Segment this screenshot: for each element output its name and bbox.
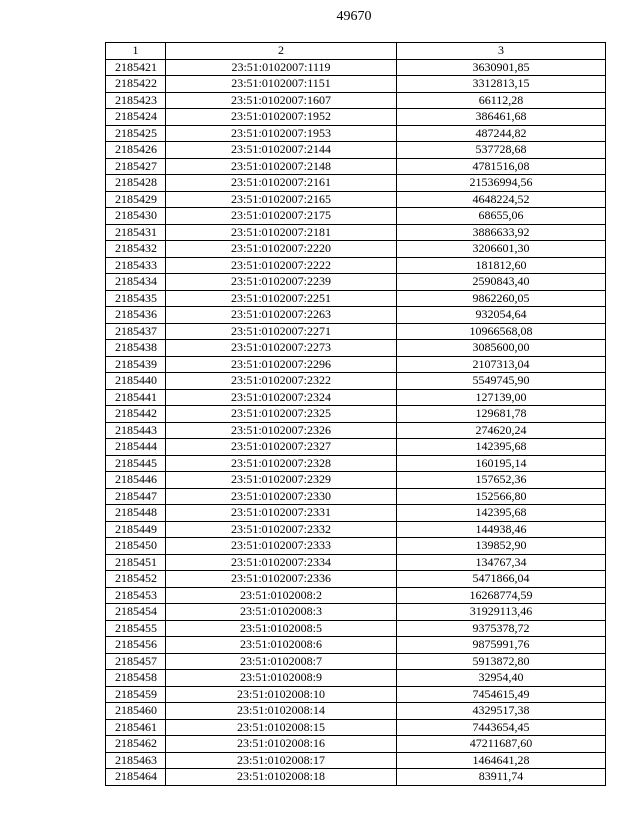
row-number-cell: 2185421: [106, 59, 166, 76]
table-row: [106, 158, 606, 175]
row-number-cell: 2185441: [106, 389, 166, 406]
value-cell: 3312813,15: [397, 76, 606, 93]
row-number-cell: 2185431: [106, 224, 166, 241]
row-number-cell: 2185451: [106, 554, 166, 571]
value-cell: 144938,46: [397, 521, 606, 538]
row-number-cell: 2185456: [106, 637, 166, 654]
value-cell: 7443654,45: [397, 719, 606, 736]
value-cell: 21536994,56: [397, 175, 606, 192]
cadastral-number-cell: 23:51:0102007:2144: [166, 142, 397, 159]
cadastral-number-cell: 23:51:0102007:2296: [166, 356, 397, 373]
cadastral-number-cell: 23:51:0102008:3: [166, 604, 397, 621]
value-cell: 32954,40: [397, 670, 606, 687]
row-number-cell: 2185446: [106, 472, 166, 489]
value-cell: 932054,64: [397, 307, 606, 324]
row-number-cell: 2185433: [106, 257, 166, 274]
cadastral-number-cell: 23:51:0102008:14: [166, 703, 397, 720]
cadastral-number-cell: 23:51:0102007:1953: [166, 125, 397, 142]
value-cell: 142395,68: [397, 505, 606, 522]
cadastral-number-cell: 23:51:0102007:1151: [166, 76, 397, 93]
row-number-cell: 2185445: [106, 455, 166, 472]
cadastral-number-cell: 23:51:0102007:2333: [166, 538, 397, 555]
value-cell: 5471866,04: [397, 571, 606, 588]
cadastral-number-cell: 23:51:0102008:10: [166, 686, 397, 703]
value-cell: 16268774,59: [397, 587, 606, 604]
table-row: [106, 472, 606, 489]
row-number-cell: 2185457: [106, 653, 166, 670]
data-table: [105, 42, 606, 786]
cadastral-number-cell: 23:51:0102007:2331: [166, 505, 397, 522]
row-number-cell: 2185422: [106, 76, 166, 93]
page-number: 49670: [336, 9, 372, 24]
header-row: [106, 43, 606, 60]
row-number-cell: 2185434: [106, 274, 166, 291]
value-cell: 181812,60: [397, 257, 606, 274]
cadastral-number-cell: 23:51:0102007:2336: [166, 571, 397, 588]
row-number-cell: 2185443: [106, 422, 166, 439]
value-cell: 274620,24: [397, 422, 606, 439]
table-row: [106, 59, 606, 76]
cadastral-number-cell: 23:51:0102007:2165: [166, 191, 397, 208]
table-row: [106, 142, 606, 159]
value-cell: 83911,74: [397, 769, 606, 786]
row-number-cell: 2185448: [106, 505, 166, 522]
cadastral-number-cell: 23:51:0102007:1952: [166, 109, 397, 126]
value-cell: 9862260,05: [397, 290, 606, 307]
cadastral-number-cell: 23:51:0102007:2271: [166, 323, 397, 340]
value-cell: 3085600,00: [397, 340, 606, 357]
table-row: [106, 521, 606, 538]
cadastral-number-cell: 23:51:0102008:9: [166, 670, 397, 687]
value-cell: 31929113,46: [397, 604, 606, 621]
table-row: [106, 620, 606, 637]
table-row: [106, 538, 606, 555]
row-number-cell: 2185429: [106, 191, 166, 208]
table-row: [106, 488, 606, 505]
cadastral-number-cell: 23:51:0102007:2328: [166, 455, 397, 472]
row-number-cell: 2185450: [106, 538, 166, 555]
value-cell: 10966568,08: [397, 323, 606, 340]
row-number-cell: 2185428: [106, 175, 166, 192]
value-cell: 68655,06: [397, 208, 606, 225]
row-number-cell: 2185423: [106, 92, 166, 109]
row-number-cell: 2185449: [106, 521, 166, 538]
table-row: [106, 109, 606, 126]
table-row: [106, 406, 606, 423]
cadastral-number-cell: 23:51:0102007:2263: [166, 307, 397, 324]
table-row: [106, 455, 606, 472]
row-number-cell: 2185455: [106, 620, 166, 637]
row-number-cell: 2185462: [106, 736, 166, 753]
value-cell: 5549745,90: [397, 373, 606, 390]
table-row: [106, 389, 606, 406]
value-cell: 9875991,76: [397, 637, 606, 654]
value-cell: 3886633,92: [397, 224, 606, 241]
table-row: [106, 554, 606, 571]
value-cell: 2590843,40: [397, 274, 606, 291]
table-row: [106, 736, 606, 753]
value-cell: 157652,36: [397, 472, 606, 489]
value-cell: 139852,90: [397, 538, 606, 555]
cadastral-number-cell: 23:51:0102008:2: [166, 587, 397, 604]
cadastral-number-cell: 23:51:0102007:2251: [166, 290, 397, 307]
cadastral-number-cell: 23:51:0102007:2273: [166, 340, 397, 357]
cadastral-number-cell: 23:51:0102007:2325: [166, 406, 397, 423]
row-number-cell: 2185453: [106, 587, 166, 604]
cadastral-number-cell: 23:51:0102007:2175: [166, 208, 397, 225]
table-row: [106, 439, 606, 456]
cadastral-number-cell: 23:51:0102007:2148: [166, 158, 397, 175]
cadastral-number-cell: 23:51:0102008:7: [166, 653, 397, 670]
table-body: [106, 59, 606, 785]
table-row: [106, 257, 606, 274]
row-number-cell: 2185435: [106, 290, 166, 307]
row-number-cell: 2185432: [106, 241, 166, 258]
cadastral-number-cell: 23:51:0102007:2330: [166, 488, 397, 505]
value-cell: 4648224,52: [397, 191, 606, 208]
value-cell: 134767,34: [397, 554, 606, 571]
cadastral-number-cell: 23:51:0102008:5: [166, 620, 397, 637]
table-row: [106, 637, 606, 654]
table-row: [106, 323, 606, 340]
cadastral-number-cell: 23:51:0102008:17: [166, 752, 397, 769]
cadastral-number-cell: 23:51:0102007:1607: [166, 92, 397, 109]
table-row: [106, 373, 606, 390]
row-number-cell: 2185430: [106, 208, 166, 225]
table-row: [106, 670, 606, 687]
row-number-cell: 2185426: [106, 142, 166, 159]
cadastral-number-cell: 23:51:0102008:15: [166, 719, 397, 736]
row-number-cell: 2185459: [106, 686, 166, 703]
table-row: [106, 241, 606, 258]
row-number-cell: 2185442: [106, 406, 166, 423]
table-row: [106, 752, 606, 769]
cadastral-number-cell: 23:51:0102007:2161: [166, 175, 397, 192]
value-cell: 7454615,49: [397, 686, 606, 703]
cadastral-number-cell: 23:51:0102007:2322: [166, 373, 397, 390]
row-number-cell: 2185452: [106, 571, 166, 588]
row-number-cell: 2185463: [106, 752, 166, 769]
row-number-cell: 2185427: [106, 158, 166, 175]
row-number-cell: 2185438: [106, 340, 166, 357]
row-number-cell: 2185447: [106, 488, 166, 505]
table-header: [106, 43, 606, 60]
table-row: [106, 175, 606, 192]
row-number-cell: 2185461: [106, 719, 166, 736]
value-cell: 142395,68: [397, 439, 606, 456]
value-cell: 386461,68: [397, 109, 606, 126]
row-number-cell: 2185437: [106, 323, 166, 340]
value-cell: 1464641,28: [397, 752, 606, 769]
cadastral-number-cell: 23:51:0102007:2222: [166, 257, 397, 274]
table-row: [106, 76, 606, 93]
row-number-cell: 2185425: [106, 125, 166, 142]
row-number-cell: 2185436: [106, 307, 166, 324]
cadastral-number-cell: 23:51:0102007:2334: [166, 554, 397, 571]
table-row: [106, 191, 606, 208]
table-row: [106, 703, 606, 720]
value-cell: 3206601,30: [397, 241, 606, 258]
table-row: [106, 307, 606, 324]
table-row: [106, 208, 606, 225]
value-cell: 4781516,08: [397, 158, 606, 175]
row-number-cell: 2185460: [106, 703, 166, 720]
value-cell: 129681,78: [397, 406, 606, 423]
value-cell: 487244,82: [397, 125, 606, 142]
table-row: [106, 719, 606, 736]
table-row: [106, 505, 606, 522]
header-cell-3: 3: [397, 43, 606, 60]
value-cell: 66112,28: [397, 92, 606, 109]
value-cell: 4329517,38: [397, 703, 606, 720]
header-cell-1: 1: [106, 43, 166, 60]
value-cell: 152566,80: [397, 488, 606, 505]
cadastral-number-cell: 23:51:0102007:2220: [166, 241, 397, 258]
table-row: [106, 587, 606, 604]
value-cell: 2107313,04: [397, 356, 606, 373]
table-row: [106, 686, 606, 703]
cadastral-number-cell: 23:51:0102007:2332: [166, 521, 397, 538]
value-cell: 9375378,72: [397, 620, 606, 637]
cadastral-number-cell: 23:51:0102008:6: [166, 637, 397, 654]
value-cell: 127139,00: [397, 389, 606, 406]
value-cell: 3630901,85: [397, 59, 606, 76]
table-row: [106, 769, 606, 786]
row-number-cell: 2185464: [106, 769, 166, 786]
value-cell: 160195,14: [397, 455, 606, 472]
table-row: [106, 340, 606, 357]
row-number-cell: 2185424: [106, 109, 166, 126]
cadastral-number-cell: 23:51:0102008:18: [166, 769, 397, 786]
cadastral-number-cell: 23:51:0102007:2327: [166, 439, 397, 456]
row-number-cell: 2185440: [106, 373, 166, 390]
row-number-cell: 2185439: [106, 356, 166, 373]
header-cell-2: 2: [166, 43, 397, 60]
table-row: [106, 224, 606, 241]
cadastral-number-cell: 23:51:0102007:2239: [166, 274, 397, 291]
row-number-cell: 2185454: [106, 604, 166, 621]
cadastral-number-cell: 23:51:0102007:2181: [166, 224, 397, 241]
row-number-cell: 2185458: [106, 670, 166, 687]
table-row: [106, 92, 606, 109]
cadastral-number-cell: 23:51:0102008:16: [166, 736, 397, 753]
table-row: [106, 290, 606, 307]
table-row: [106, 274, 606, 291]
cadastral-number-cell: 23:51:0102007:1119: [166, 59, 397, 76]
table-row: [106, 356, 606, 373]
table-row: [106, 653, 606, 670]
cadastral-number-cell: 23:51:0102007:2324: [166, 389, 397, 406]
value-cell: 537728,68: [397, 142, 606, 159]
table-row: [106, 125, 606, 142]
row-number-cell: 2185444: [106, 439, 166, 456]
value-cell: 5913872,80: [397, 653, 606, 670]
cadastral-number-cell: 23:51:0102007:2329: [166, 472, 397, 489]
cadastral-number-cell: 23:51:0102007:2326: [166, 422, 397, 439]
table-row: [106, 604, 606, 621]
table-row: [106, 422, 606, 439]
value-cell: 47211687,60: [397, 736, 606, 753]
table-row: [106, 571, 606, 588]
